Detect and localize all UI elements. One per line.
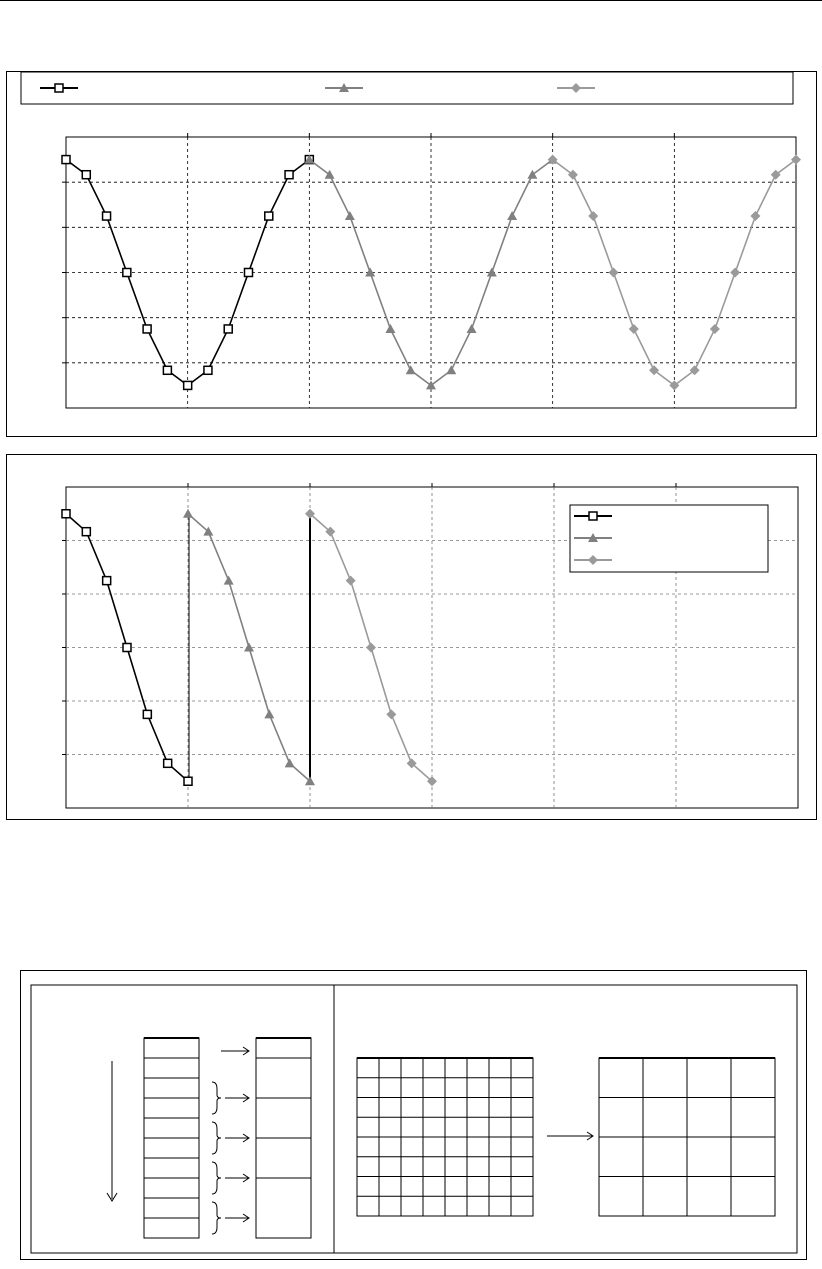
data-point [62, 510, 70, 518]
data-point [184, 777, 192, 785]
figure-periodic-chart [6, 71, 817, 437]
data-point [265, 212, 273, 220]
header-rule [0, 0, 822, 1]
data-point [82, 171, 90, 179]
data-point [143, 325, 151, 333]
legend-marker-square [55, 84, 63, 92]
data-point [446, 365, 456, 374]
data-point [245, 269, 253, 277]
data-point [345, 211, 355, 220]
series-triangle [183, 509, 315, 786]
sawtooth-chart-svg [7, 455, 816, 819]
data-point [629, 324, 639, 334]
data-point [325, 170, 335, 179]
data-point [103, 212, 111, 220]
data-point [82, 528, 90, 536]
data-point [143, 710, 151, 718]
merge-brace [212, 1202, 221, 1234]
merge-brace [212, 1122, 221, 1154]
data-point [366, 643, 376, 653]
data-point [224, 325, 232, 333]
data-point [467, 324, 477, 333]
data-point [123, 269, 131, 277]
figure-downsampling-diagram [20, 970, 807, 1260]
data-point [588, 211, 598, 221]
data-point [123, 644, 131, 652]
fine-grid [357, 1058, 533, 1216]
data-point [163, 366, 171, 374]
data-point [487, 268, 497, 277]
data-point [507, 211, 517, 220]
data-point [285, 758, 295, 767]
data-point [244, 643, 254, 652]
data-point [710, 324, 720, 334]
source-column [144, 1038, 199, 1238]
data-point [406, 365, 416, 374]
data-point [426, 380, 436, 389]
data-point [184, 381, 192, 389]
coarse-grid [599, 1058, 775, 1216]
data-point [750, 211, 760, 221]
legend-marker-square [589, 512, 597, 520]
data-point [385, 324, 395, 333]
data-point [730, 268, 740, 278]
data-point [264, 709, 274, 718]
data-point [204, 366, 212, 374]
data-point [164, 759, 172, 767]
data-point [365, 268, 375, 277]
downsampling-diagram-svg [21, 971, 806, 1259]
data-point [527, 170, 537, 179]
data-point [62, 156, 70, 164]
data-point [183, 509, 193, 518]
data-point [103, 577, 111, 585]
legend-box [21, 72, 793, 104]
periodic-chart-svg [7, 72, 816, 436]
merge-brace [212, 1162, 221, 1194]
series-square [62, 510, 192, 786]
data-point [386, 709, 396, 719]
data-point [609, 268, 619, 278]
data-point [285, 171, 293, 179]
target-column [256, 1038, 311, 1238]
merge-brace [212, 1082, 221, 1114]
data-point [346, 576, 356, 586]
data-point [224, 576, 234, 585]
figure-sawtooth-chart [6, 454, 817, 820]
